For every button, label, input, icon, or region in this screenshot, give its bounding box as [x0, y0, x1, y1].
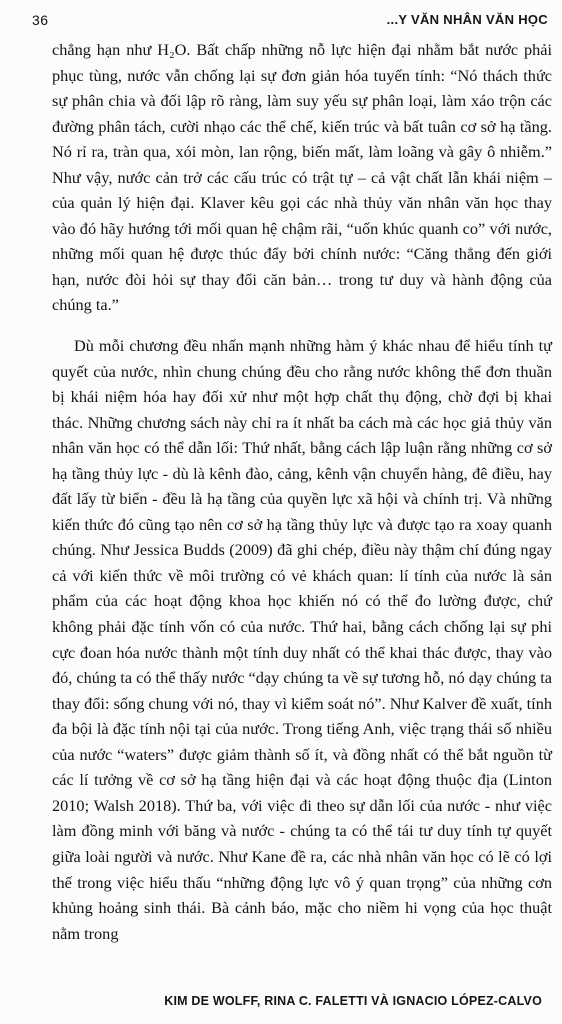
page-number: 36: [32, 12, 49, 28]
footer-authors: KIM DE WOLFF, RINA C. FALETTI VÀ IGNACIO LÓPEZ-CALVO: [164, 994, 542, 1008]
page-header: [0, 10, 562, 32]
paragraph-1: chẳng hạn như H₂O. Bất chấp những nỗ lực hiện đại nhằm bắt nước phải phục tùng, nước vẫn chống lại sự đơn giản hóa tuyến tính: “Nó thách thức sự phân chia và đối lập rõ ràng, làm suy yếu sự phân loại, làm xáo trộn các đường phân tách, cười nhạo các thể chế, kiến trúc và bất tuân cơ sở hạ tầng. Nó rỉ ra, tràn qua, xói mòn, lan rộng, biến mất, làm loãng và gây ô nhiễm.” Như vậy, nước cản trở các cấu trúc có trật tự – cả vật chất lẫn khái niệm – của quản lý hiện đại. Klaver kêu gọi các nhà thủy văn nhân văn học thay vào đó hãy hướng tới mối quan hệ chậm rãi, “uốn khúc quanh co” với nước, những mối quan hệ được thúc đẩy bởi chính nước: “Căng thẳng đến giới hạn, nước đòi hỏi sự thay đổi căn bản… trong tư duy và hành động của chúng ta.”: [52, 40, 552, 315]
paragraph-2: Dù mỗi chương đều nhấn mạnh những hàm ý khác nhau để hiểu tính tự quyết của nước, nhìn chung chúng đều cho rằng nước không thể đơn thuần bị khái niệm hóa hay đối xử như một hợp chất thụ động, chờ đợi bị khai thác. Những chương sách này chỉ ra ít nhất ba cách mà các học giả thủy văn nhân văn học có thể dẫn lối: Thứ nhất, bằng cách lập luận rằng những cơ sở hạ tầng thủy lực - dù là kênh đào, cảng, kênh vận chuyển hàng, đê điều, hay đất lấy từ biển - đều là hạ tầng của quyền lực xã hội và chính trị. Và những kiến thức đó cũng tạo nên cơ sở hạ tầng thủy lực và được tạo ra xoay quanh chúng. Như Jessica Budds (2009) đã ghi chép, điều này thậm chí đúng ngay cả với kiến thức về môi trường có vẻ khách quan: lí tính của nước là sản phẩm của các hoạt động khoa học khiến nó có thể đo lường được, chứ không phải đặc tính vốn có của nước. Thứ hai, bằng cách chống lại sự phi cực đoan hóa nước thành một tính duy nhất có thể khai thác được, thay vào đó, chúng ta có thể thấy nước “dạy chúng ta về sự tương hỗ, nó dạy chúng ta thay đổi: sống chung với nó, thay vì kiểm soát nó”. Như Kalver đề xuất, tính đa bội là đặc tính nội tại của nước. Trong tiếng Anh, việc trạng thái số nhiều của nước “waters” được giảm thành số ít, và đồng nhất có thể bắt nguồn từ các lí tưởng về cơ sở hạ tầng hiện đại và các hoạt động thuộc địa (Linton 2010; Walsh 2018). Thứ ba, với việc đi theo sự dẫn lối của nước - như việc làm đồng minh với băng và nước - chúng ta có thể tái tư duy tính tự quyết giữa loài người và nước. Như Kane đề ra, các nhà nhân văn học có lẽ có lợi thế trong việc hiểu thấu “những động lực vô ý quan trọng” của những cơn khủng hoảng sinh thái. Bà cảnh báo, mặc cho niềm hi vọng của học thuật nằm trong: [52, 336, 552, 943]
body-text: [52, 37, 552, 946]
running-head: ...Y VĂN NHÂN VĂN HỌC: [386, 12, 548, 27]
